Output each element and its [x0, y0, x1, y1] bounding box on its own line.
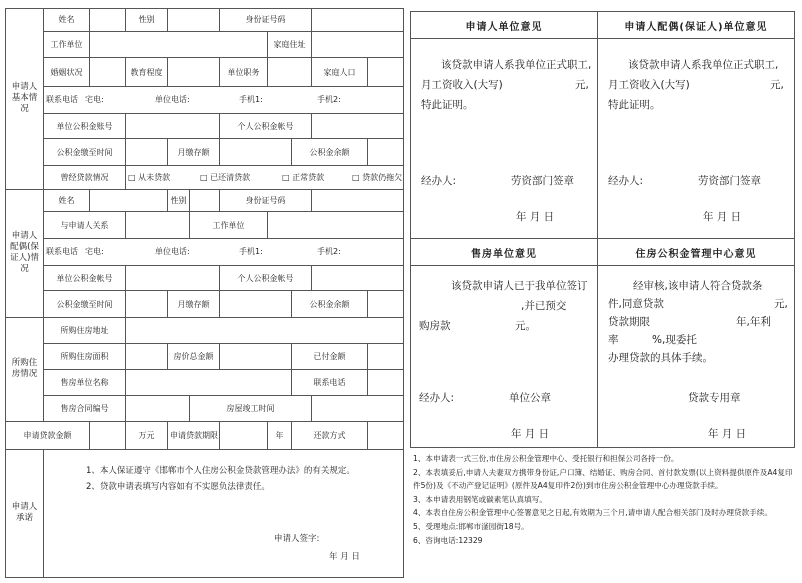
employer-yuan: 元,	[575, 79, 589, 91]
field-house-address[interactable]	[126, 318, 404, 344]
application-form-table	[5, 8, 404, 578]
label-mobile1: 手机1:	[239, 95, 263, 105]
label-wan-yuan: 万元	[126, 421, 168, 449]
checkbox-loan-paid[interactable]: □ 已还清贷款	[200, 172, 251, 182]
fund-percent: %,现委托	[652, 334, 697, 346]
note-item: 5、受理地点:邯郸市滏园街18号。	[413, 521, 529, 531]
note-item: 4、本表自住房公积金管理中心签署意见之日起,有效期为三个月,请申请人配合相关部门及时办理贷款手续。	[413, 508, 772, 518]
spouse-yuan: 元,	[770, 79, 784, 91]
fund-body-1: 经审核,该申请人符合贷款条	[633, 280, 763, 292]
checkbox-loan-overdue[interactable]: □ 贷款仍拖欠	[352, 172, 403, 182]
row-contact[interactable]	[44, 87, 404, 114]
fund-body-5: 办理贷款的具体手续。	[608, 352, 713, 364]
promise-date: 年 月 日	[329, 551, 360, 562]
field-total-price[interactable]	[220, 343, 292, 370]
label-repay-method: 还款方式	[292, 421, 368, 449]
label-spouse-workplace: 工作单位	[190, 212, 268, 239]
label-name: 姓名	[44, 9, 90, 32]
employer-body-2: 月工资收入(大写)	[421, 79, 503, 91]
label-spouse-balance: 公积金余额	[292, 291, 368, 318]
section-house: 所购住房情况	[6, 318, 44, 422]
seller-opinion-cell[interactable]	[411, 266, 598, 448]
fund-center-opinion-title: 住房公积金管理中心意见	[598, 239, 795, 266]
label-spouse-name: 姓名	[44, 189, 90, 212]
label-gender: 性别	[126, 9, 168, 32]
seller-date: 年 月 日	[511, 428, 550, 440]
spouse-body-1: 该贷款申请人系我单位正式职工,	[628, 59, 779, 71]
checkbox-loan-normal[interactable]: □ 正常贷款	[282, 172, 325, 182]
field-spouse-name[interactable]	[90, 189, 168, 212]
employer-opinion-cell[interactable]	[411, 39, 598, 239]
field-paid-amount[interactable]	[368, 343, 404, 370]
label-house-area: 所购住房面积	[44, 343, 126, 370]
spouse-date: 年 月 日	[703, 211, 742, 223]
field-monthly-deposit[interactable]	[220, 139, 292, 166]
seller-unit-seal: 单位公章	[509, 392, 551, 404]
field-spouse-balance[interactable]	[368, 291, 404, 318]
spouse-employer-opinion-cell[interactable]	[598, 39, 795, 239]
label-spouse-gender: 性别	[168, 189, 190, 212]
label-unit-fund-account: 单位公积金账号	[44, 113, 126, 139]
label-relation: 与申请人关系	[44, 212, 126, 239]
label-spouse-mobile2: 手机2:	[317, 247, 341, 257]
spouse-certify: 特此证明。	[608, 99, 661, 111]
label-seller-name: 售房单位名称	[44, 370, 126, 396]
field-fund-balance[interactable]	[368, 139, 404, 166]
employer-opinion-title: 申请人单位意见	[411, 12, 598, 39]
field-repay-method[interactable]	[368, 421, 404, 449]
field-family-pop[interactable]	[368, 58, 404, 87]
field-marital[interactable]	[90, 58, 126, 87]
section-applicant: 申请人基本情况	[6, 9, 44, 190]
label-loan-term: 申请贷款期限	[168, 421, 220, 449]
field-fund-pay-time[interactable]	[126, 139, 168, 166]
loan-history-options	[126, 166, 404, 190]
field-spouse-workplace[interactable]	[268, 212, 404, 239]
field-completion[interactable]	[312, 396, 404, 422]
field-personal-fund-account[interactable]	[312, 113, 404, 139]
employer-certify: 特此证明。	[421, 99, 474, 111]
employer-date: 年 月 日	[516, 211, 555, 223]
label-spouse-personal-fund: 个人公积金帐号	[220, 265, 312, 291]
label-contact: 联系电话	[46, 95, 78, 105]
label-contract-no: 售房合同编号	[44, 396, 126, 422]
field-spouse-monthly[interactable]	[220, 291, 292, 318]
label-spouse-work-tel: 单位电话:	[155, 247, 190, 257]
label-spouse-contact: 联系电话	[46, 247, 78, 257]
field-education[interactable]	[168, 58, 220, 87]
label-id-number: 身份证号码	[220, 9, 312, 32]
field-spouse-fund-pay-time[interactable]	[126, 291, 168, 318]
note-item: 1、本申请表一式三份,市住房公积金管理中心、受托银行和担保公司各持一份。	[413, 454, 679, 463]
label-education: 教育程度	[126, 58, 168, 87]
promise-cell	[44, 449, 404, 577]
field-workplace[interactable]	[90, 31, 268, 58]
label-spouse-unit-fund: 单位公积金帐号	[44, 265, 126, 291]
opinion-table	[410, 11, 795, 448]
field-house-area[interactable]	[126, 343, 168, 370]
label-spouse-mobile1: 手机1:	[239, 247, 263, 257]
spouse-body-2: 月工资收入(大写)	[608, 79, 690, 91]
label-fund-pay-time: 公积金缴至时间	[44, 139, 126, 166]
field-spouse-unit-fund[interactable]	[126, 265, 220, 291]
label-total-price: 房价总金额	[168, 343, 220, 370]
field-gender[interactable]	[168, 9, 220, 32]
spouse-handler: 经办人:	[608, 175, 644, 187]
label-spouse-monthly: 月缴存额	[168, 291, 220, 318]
field-spouse-personal-fund[interactable]	[312, 265, 404, 291]
promise-line-2: 2、贷款申请表填写内容如有不实愿负法律责任。	[86, 481, 270, 492]
note-item: 3、本申请表用钢笔或碳素笔认真填写。	[413, 494, 547, 504]
fund-yuan: 元,	[774, 298, 788, 310]
label-loan-amount: 申请贷款金额	[6, 421, 90, 449]
applicant-signature-label: 申请人签字:	[274, 533, 320, 544]
fund-loan-seal: 贷款专用章	[688, 392, 741, 404]
field-name[interactable]	[90, 9, 126, 32]
label-home-tel: 宅电:	[85, 95, 104, 105]
label-fund-balance: 公积金余额	[292, 139, 368, 166]
field-spouse-id[interactable]	[312, 189, 404, 212]
seller-body-1: 该贷款申请人已于我单位签订	[451, 280, 588, 292]
field-seller-name[interactable]	[126, 370, 292, 396]
label-year: 年	[268, 421, 292, 449]
field-loan-term[interactable]	[220, 421, 268, 449]
employer-handler: 经办人:	[421, 175, 457, 187]
label-loan-history: 曾经贷款情况	[44, 166, 126, 190]
label-mobile2: 手机2:	[317, 95, 341, 105]
label-seller-tel: 联系电话	[292, 370, 368, 396]
spouse-labor-stamp: 劳资部门签章	[698, 175, 761, 187]
label-marital: 婚姻状况	[44, 58, 90, 87]
seller-body-3: 购房款	[419, 320, 451, 332]
label-position: 单位职务	[220, 58, 268, 87]
row-spouse-contact[interactable]	[44, 239, 404, 266]
note-item: 6、咨询电话:12329	[413, 535, 483, 545]
fund-date: 年 月 日	[708, 428, 747, 440]
fund-body-3: 贷款期限	[608, 316, 650, 328]
note-item: 2、本表填妥后,申请人夫妻双方携带身份证,户口簿、结婚证、购房合同、首付款发票(以上资料提供原件及A4复印件5份)及《不动产登记证明》(原件及A4复印件2份)到市住房公积金管理中心办理贷款手续。	[413, 467, 793, 491]
label-completion: 房屋竣工时间	[190, 396, 312, 422]
fund-rate: 率	[608, 334, 619, 346]
field-seller-tel[interactable]	[368, 370, 404, 396]
checkbox-never-loaned[interactable]: □ 从未贷款	[128, 172, 171, 182]
field-position[interactable]	[268, 58, 312, 87]
label-spouse-id: 身份证号码	[220, 189, 312, 212]
label-spouse-home-tel: 宅电:	[85, 247, 104, 257]
section-promise: 申请人承诺	[6, 449, 44, 577]
seller-opinion-title: 售房单位意见	[411, 239, 598, 266]
label-house-address: 所购住房地址	[44, 318, 126, 344]
label-spouse-fund-pay-time: 公积金缴至时间	[44, 291, 126, 318]
field-id-number[interactable]	[312, 9, 404, 32]
field-relation[interactable]	[126, 212, 190, 239]
label-personal-fund-account: 个人公积金帐号	[220, 113, 312, 139]
notes-list	[413, 452, 793, 547]
employer-body-1: 该贷款申请人系我单位正式职工,	[441, 59, 592, 71]
employer-labor-stamp: 劳资部门签章	[511, 175, 574, 187]
seller-handler: 经办人:	[419, 392, 455, 404]
field-spouse-gender[interactable]	[190, 189, 220, 212]
fund-center-opinion-cell[interactable]	[598, 266, 795, 448]
label-work-tel: 单位电话:	[155, 95, 190, 105]
fund-body-2: 件,同意贷款	[608, 298, 664, 310]
label-monthly-deposit: 月缴存额	[168, 139, 220, 166]
field-unit-fund-account[interactable]	[126, 113, 220, 139]
seller-yuan: 元。	[515, 320, 536, 332]
field-contract-no[interactable]	[126, 396, 190, 422]
field-loan-amount[interactable]	[90, 421, 126, 449]
field-home-address[interactable]	[312, 31, 404, 58]
label-paid-amount: 已付金额	[292, 343, 368, 370]
spouse-employer-opinion-title: 申请人配偶(保证人)单位意见	[598, 12, 795, 39]
seller-body-2: ,并已预交	[521, 300, 567, 312]
label-workplace: 工作单位	[44, 31, 90, 58]
label-family-pop: 家庭人口	[312, 58, 368, 87]
label-home-address: 家庭住址	[268, 31, 312, 58]
fund-year-rate: 年,年利	[736, 316, 771, 328]
section-spouse: 申请人配偶(保证人)情况	[6, 189, 44, 317]
promise-line-1: 1、本人保证遵守《邯郸市个人住房公积金贷款管理办法》的有关规定。	[86, 465, 355, 476]
